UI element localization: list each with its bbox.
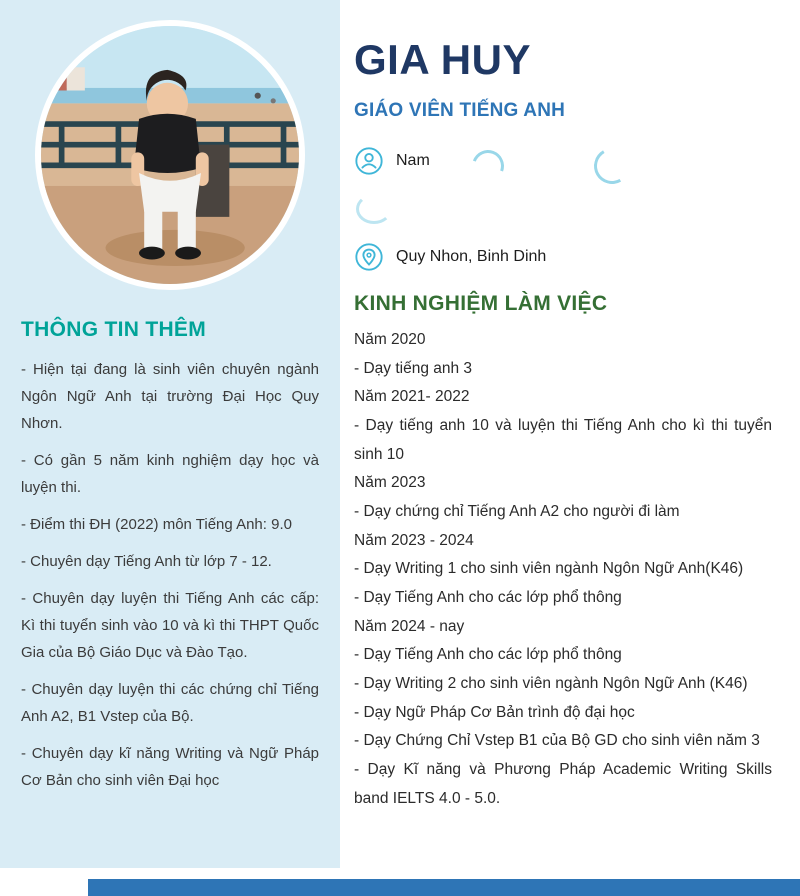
location-row <box>354 242 772 272</box>
info-item: - Chuyên dạy Tiếng Anh từ lớp 7 - 12. <box>21 553 272 570</box>
location-value: Quy Nhon, Binh Dinh <box>396 248 547 265</box>
experience-item: - Dạy Tiếng Anh cho các lớp phổ thông <box>354 589 622 607</box>
info-item: - Chuyên dạy kĩ năng Writing và Ngữ Pháp Cơ Bản cho sinh viên Đại học <box>21 745 319 789</box>
profile-photo <box>35 20 305 290</box>
experience-item: - Dạy Tiếng Anh cho các lớp phổ thông <box>354 646 622 664</box>
additional-info-heading: THÔNG TIN THÊM <box>21 318 207 341</box>
experience-item: Năm 2023 <box>354 474 426 492</box>
info-item: - Hiện tại đang là sinh viên chuyên ngành Ngôn Ngữ Anh tại trường Đại Học Quy Nhơn. <box>21 361 319 432</box>
experience-item: - Dạy tiếng anh 10 và luyện thi Tiếng Anh cho kì thi tuyển sinh 10 <box>354 417 772 463</box>
name-heading: GIA HUY <box>354 36 531 83</box>
redacted-mark <box>356 194 392 224</box>
person-icon <box>354 146 384 176</box>
experience-item: - Dạy Writing 1 cho sinh viên ngành Ngôn Ngữ Anh(K46) <box>354 560 744 578</box>
sidebar <box>0 0 340 868</box>
info-item: - Có gần 5 năm kinh nghiệm dạy học và luyện thi. <box>21 452 319 496</box>
experience-item: Năm 2020 <box>354 331 426 348</box>
map-pin-icon <box>354 242 384 272</box>
experience-item: - Dạy tiếng anh 3 <box>354 359 473 377</box>
main-content <box>340 0 800 896</box>
info-item: - Chuyên dạy luyện thi các chứng chỉ Tiếng Anh A2, B1 Vstep của Bộ. <box>21 681 319 725</box>
experience-item: Năm 2023 - 2024 <box>354 531 474 549</box>
experience-list <box>354 326 772 813</box>
gender-row <box>354 146 772 176</box>
contact-section <box>354 146 772 272</box>
additional-info-list <box>21 356 319 794</box>
experience-item: - Dạy chứng chỉ Tiếng Anh A2 cho người đi làm <box>354 503 680 521</box>
experience-heading: KINH NGHIỆM LÀM VIỆC <box>354 292 608 315</box>
redacted-contact-info <box>354 186 772 232</box>
job-title: GIÁO VIÊN TIẾNG ANH <box>354 100 566 121</box>
experience-item: - Dạy Chứng Chỉ Vstep B1 của Bộ GD cho sinh viên năm 3 <box>354 732 760 750</box>
footer-bar <box>88 879 800 896</box>
experience-item: - Dạy Ngữ Pháp Cơ Bản trình độ đại học <box>354 703 635 721</box>
experience-item: - Dạy Writing 2 cho sinh viên ngành Ngôn Ngữ Anh (K46) <box>354 675 748 693</box>
experience-item: Năm 2024 - nay <box>354 617 465 635</box>
experience-item: Năm 2021- 2022 <box>354 388 470 406</box>
info-item: - Chuyên dạy luyện thi Tiếng Anh các cấp: Kì thi tuyển sinh vào 10 và kì thi THPT Quốc Gia của Bộ Giáo Dục và Đào Tạo. <box>21 590 319 661</box>
info-item: - Điểm thi ĐH (2022) môn Tiếng Anh: 9.0 <box>21 516 292 533</box>
experience-item: - Dạy Kĩ năng và Phương Pháp Academic Writing Skills band IELTS 4.0 - 5.0. <box>354 761 772 807</box>
gender-value: Nam <box>396 152 430 169</box>
